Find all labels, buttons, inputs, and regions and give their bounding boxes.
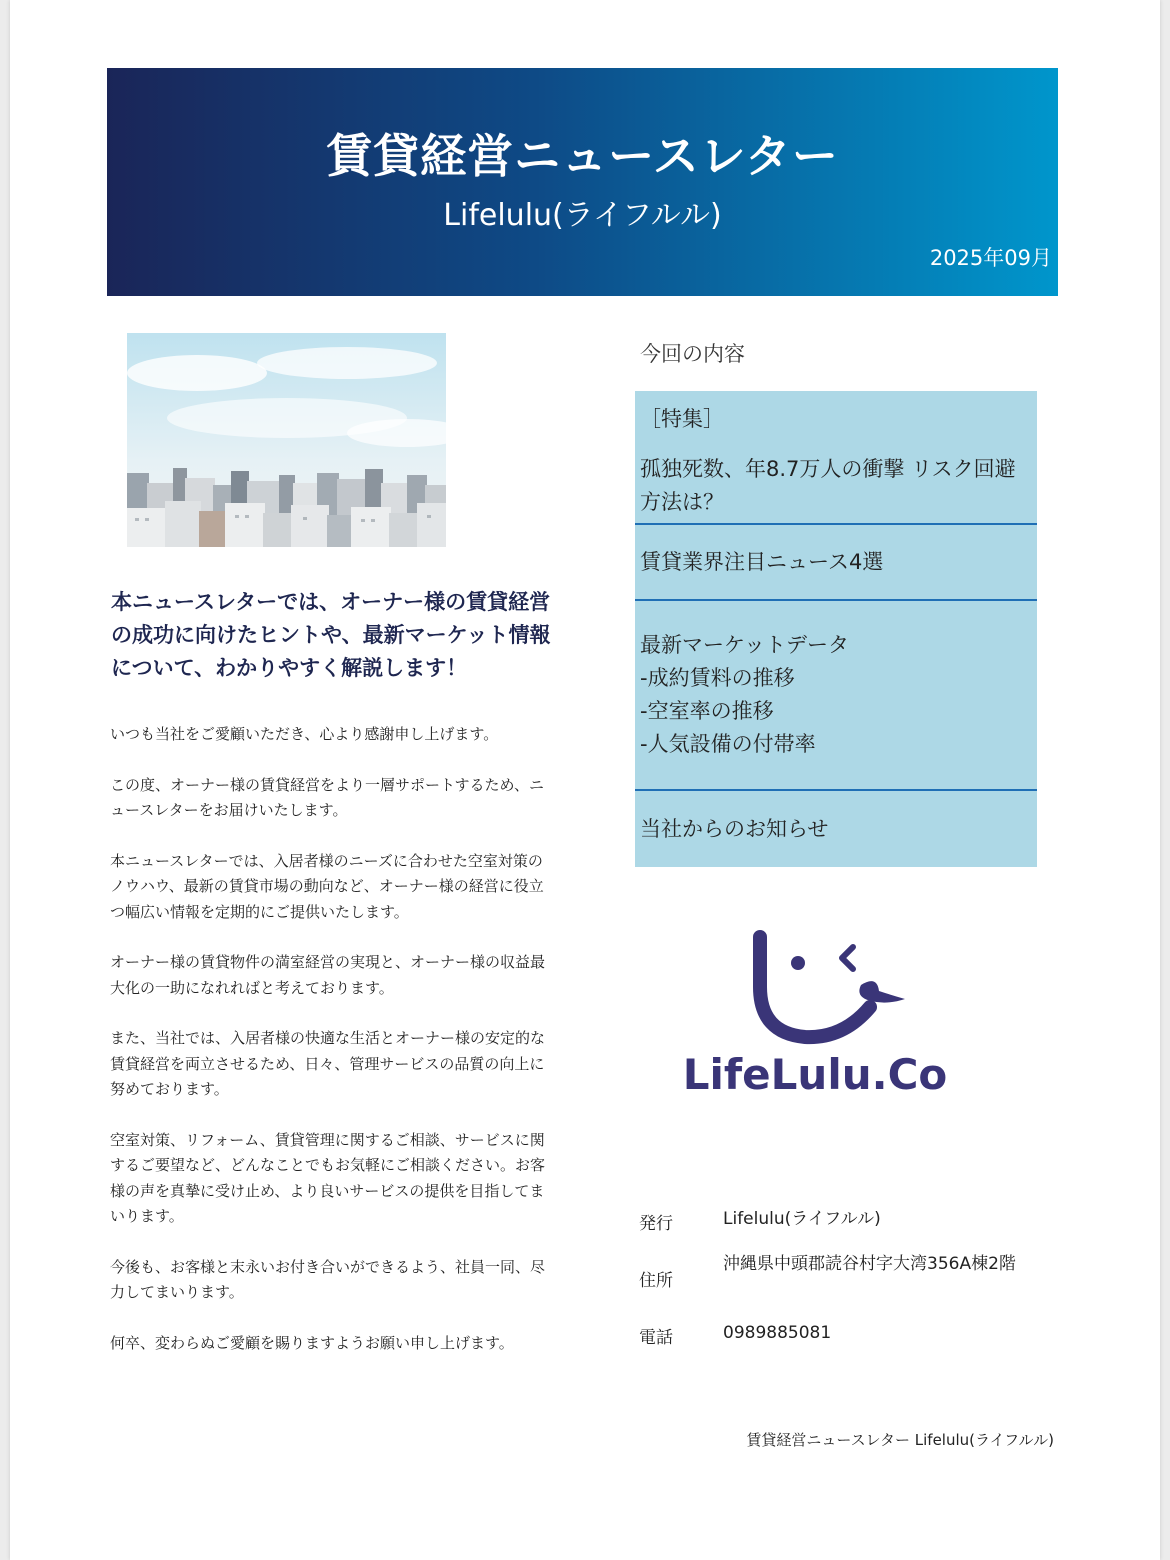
toc-heading: 今回の内容	[640, 342, 745, 366]
toc-divider	[635, 523, 1037, 525]
newsletter-page	[10, 0, 1160, 1560]
lead-text: 本ニュースレターでは、オーナー様の賃貸経営の成功に向けたヒントや、最新マーケット情報について、わかりやすく解説します！	[111, 590, 551, 680]
phone-value: 0989885081	[723, 1323, 832, 1343]
logo-text: LifeLulu.Co	[682, 1050, 948, 1099]
intro-body	[110, 722, 555, 1381]
toc-market-item: -人気設備の付帯率	[640, 732, 816, 756]
company-logo	[665, 925, 965, 1100]
toc-market-title: 最新マーケットデータ	[640, 633, 849, 657]
newsletter-title: 賃貸経営ニュースレター	[326, 129, 839, 183]
header-banner	[107, 68, 1058, 296]
intro-paragraph: この度、オーナー様の賃貸経営をより一層サポートするため、ニュースレターをお届けいたします。	[110, 775, 544, 819]
toc-box	[635, 391, 1037, 867]
toc-notice: 当社からのお知らせ	[640, 817, 829, 841]
publisher-label: 発行	[639, 1214, 673, 1234]
address-value: 沖縄県中頭郡読谷村字大湾356A棟2階	[723, 1254, 1016, 1274]
toc-divider	[635, 599, 1037, 601]
newsletter-subtitle: Lifelulu(ライフルル)	[443, 198, 722, 233]
address-label: 住所	[639, 1271, 673, 1291]
intro-paragraph: オーナー様の賃貸物件の満室経営の実現と、オーナー様の収益最大化の一助になれればと考えております。	[110, 953, 546, 997]
intro-paragraph: 何卒、変わらぬご愛顧を賜りますようお願い申し上げます。	[110, 1333, 514, 1352]
intro-paragraph: 本ニュースレターでは、入居者様のニーズに合わせた空室対策のノウハウ、最新の賃貸市場の動向など、オーナー様の経営に役立つ幅広い情報を定期的にご提供いたします。	[110, 851, 544, 921]
toc-market-item: -成約賃料の推移	[640, 666, 795, 690]
intro-paragraph: 空室対策、リフォーム、賃貸管理に関するご相談、サービスに関するご要望など、どんなことでもお気軽にご相談ください。お客様の声を真摯に受け止め、より良いサービスの提供を目指してまいります。	[110, 1130, 546, 1225]
page-footer: 賃貸経営ニュースレター Lifelulu(ライフルル)	[746, 1431, 1054, 1449]
toc-feature-tag: ［特集］	[640, 407, 724, 431]
publisher-value: Lifelulu(ライフルル)	[723, 1209, 881, 1229]
intro-paragraph: また、当社では、入居者様の快適な生活とオーナー様の安定的な賃貸経営を両立させるため、日々、管理サービスの品質の向上に努めております。	[110, 1029, 546, 1098]
toc-feature-title: 孤独死数、年8.7万人の衝撃 リスク回避方法は？	[640, 457, 1016, 514]
intro-paragraph: 今後も、お客様と末永いお付き合いができるよう、社員一同、尽力してまいります。	[110, 1257, 546, 1301]
phone-label: 電話	[639, 1328, 673, 1348]
toc-market-item: -空室率の推移	[640, 699, 774, 723]
intro-paragraph: いつも当社をご愛顧いただき、心より感謝申し上げます。	[110, 725, 499, 743]
issue-date: 2025年09月	[929, 246, 1052, 270]
toc-divider	[635, 789, 1037, 791]
cityscape-photo	[127, 333, 446, 547]
toc-news: 賃貸業界注目ニュース4選	[640, 550, 884, 574]
